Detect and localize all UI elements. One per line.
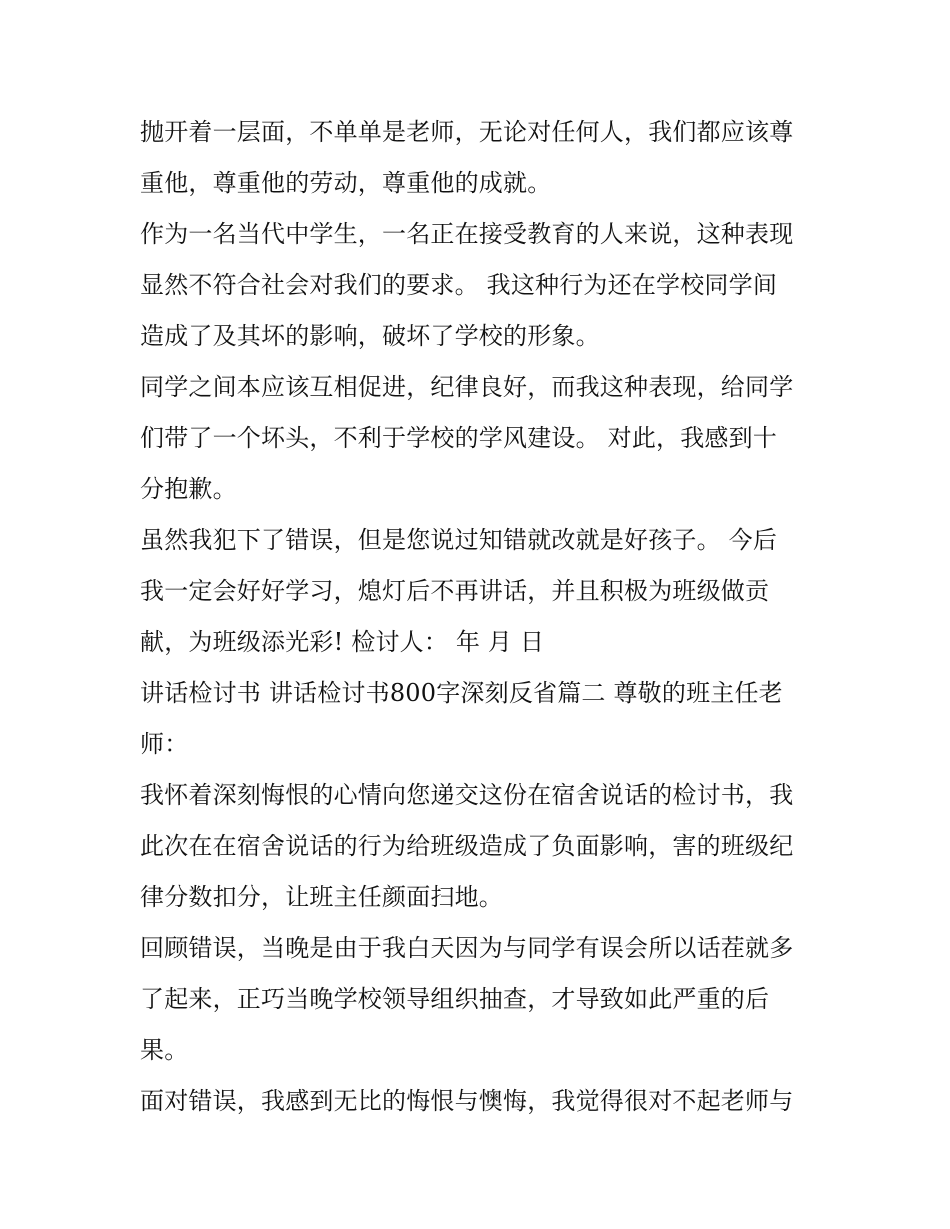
text-line: 同学之间本应该互相促进，纪律良好，而我这种表现，给同学 xyxy=(140,373,794,401)
text-line: 果。 xyxy=(140,1036,189,1064)
text-line: 重他，尊重他的劳动，尊重他的成就。 xyxy=(140,169,552,197)
text-line: 们带了一个坏头，不利于学校的学风建设。 对此，我感到十 xyxy=(140,424,778,452)
text-line: 师： xyxy=(140,730,189,758)
text-line: 分抱歉。 xyxy=(140,475,237,503)
text-line: 抛开着一层面，不单单是老师，无论对任何人，我们都应该尊 xyxy=(140,118,794,146)
text-line: 此次在在宿舍说话的行为给班级造成了负面影响，害的班级纪 xyxy=(140,832,794,860)
text-line: 回顾错误，当晚是由于我白天因为与同学有误会所以话茬就多 xyxy=(140,934,794,962)
text-line: 虽然我犯下了错误，但是您说过知错就改就是好孩子。 今后 xyxy=(140,526,778,554)
text-line: 显然不符合社会对我们的要求。 我这种行为还在学校同学间 xyxy=(140,271,778,299)
text-line: 作为一名当代中学生，一名正在接受教育的人来说，这种表现 xyxy=(140,220,794,248)
text-line: 面对错误，我感到无比的悔恨与懊悔，我觉得很对不起老师与 xyxy=(140,1087,794,1115)
document-body xyxy=(140,107,820,1127)
text-line: 律分数扣分，让班主任颜面扫地。 xyxy=(140,883,503,911)
text-line: 献，为班级添光彩! 检讨人： 年 月 日 xyxy=(140,628,545,656)
text-line: 我一定会好好学习，熄灯后不再讲话，并且积极为班级做贡 xyxy=(140,577,770,605)
text-line: 我怀着深刻悔恨的心情向您递交这份在宿舍说话的检讨书，我 xyxy=(140,781,794,809)
text-line: 了起来，正巧当晚学校领导组织抽查，才导致如此严重的后 xyxy=(140,985,770,1013)
text-line: 讲话检讨书 讲话检讨书800字深刻反省篇二 尊敬的班主任老 xyxy=(140,679,783,707)
text-line: 造成了及其坏的影响，破坏了学校的形象。 xyxy=(140,322,600,350)
